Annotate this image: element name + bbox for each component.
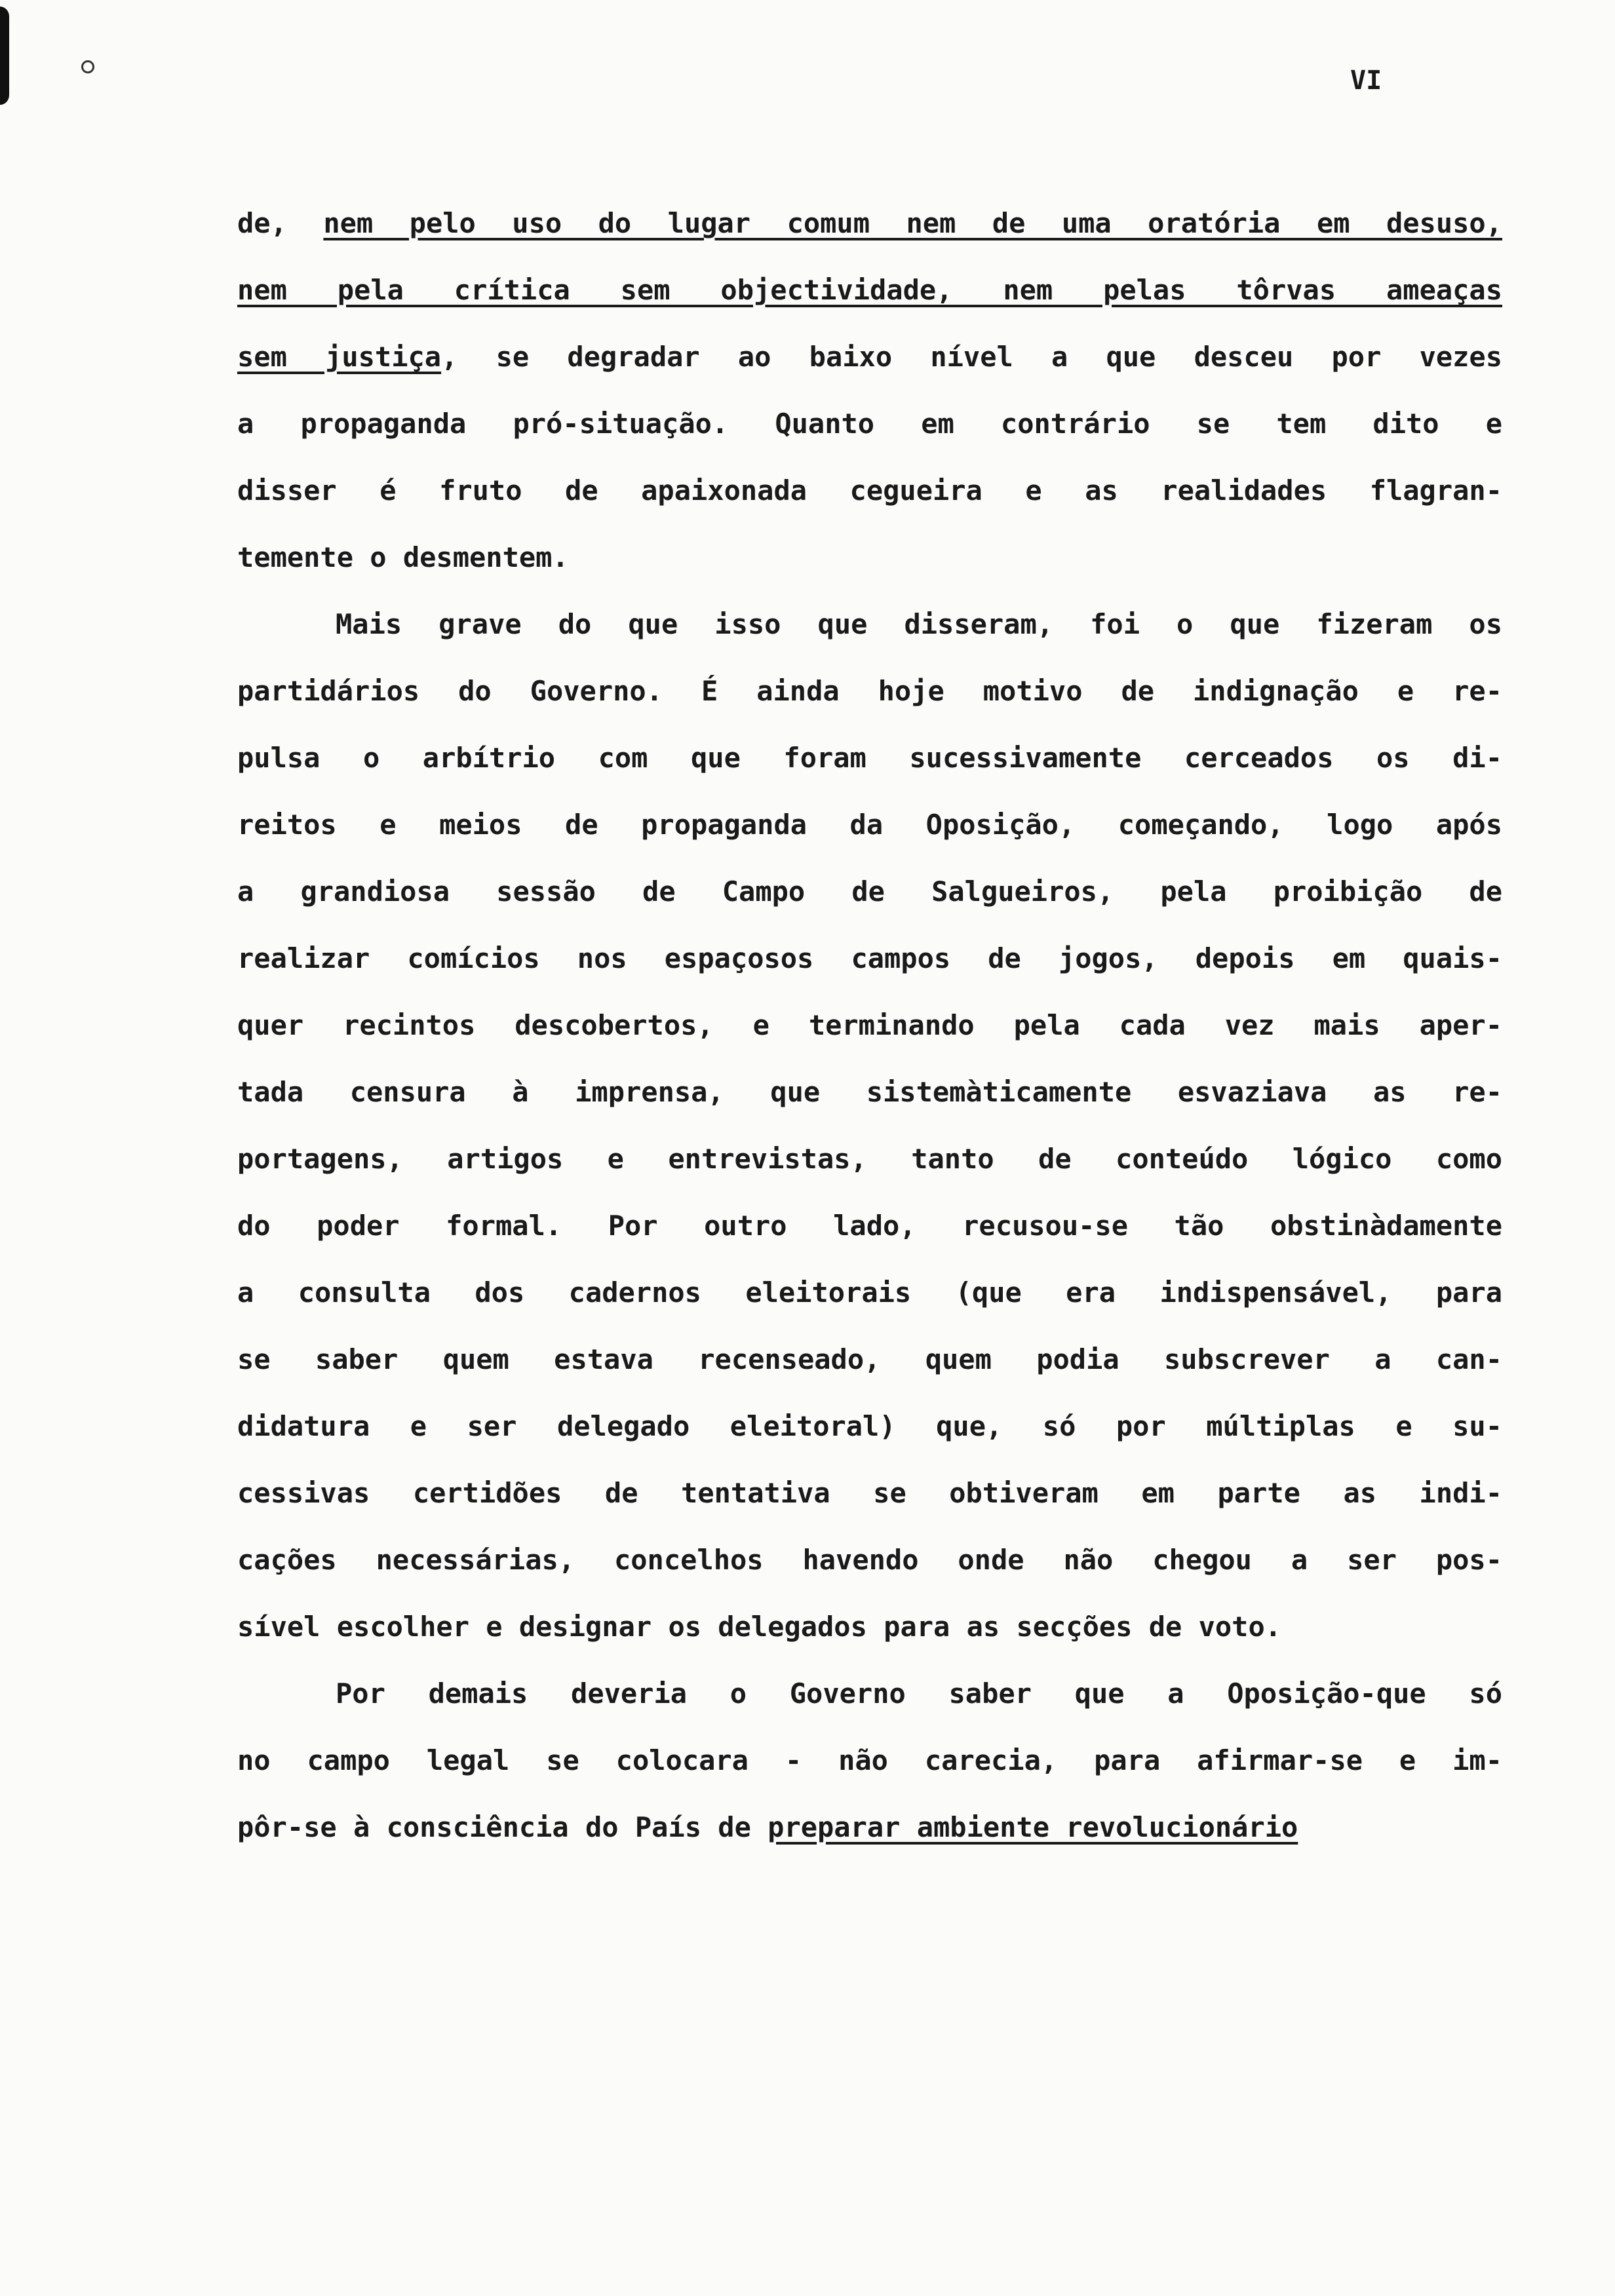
text-line xyxy=(237,1326,1502,1393)
text-segment: quer recintos descobertos, e terminando pela cada vez mais aper- xyxy=(237,1009,1502,1041)
text-line xyxy=(237,1460,1502,1527)
text-line xyxy=(237,1794,1502,1861)
underlined-text: nem pela crítica sem objectividade, nem pelas tôrvas ameaças xyxy=(237,274,1502,306)
paragraph xyxy=(237,1660,1502,1861)
text-line xyxy=(237,391,1502,457)
text-line xyxy=(237,1393,1502,1460)
text-segment: Mais grave do que isso que disseram, foi o que fizeram os xyxy=(336,608,1502,640)
underlined-text: nem pelo uso do lugar comum nem de uma oratória em desuso, xyxy=(323,207,1502,239)
text-segment: disser é fruto de apaixonada cegueira e as realidades flagran- xyxy=(237,474,1502,507)
text-segment: realizar comícios nos espaçosos campos de jogos, depois em quais- xyxy=(237,942,1502,974)
text-line xyxy=(237,591,1502,658)
text-segment: portagens, artigos e entrevistas, tanto de conteúdo lógico como xyxy=(237,1143,1502,1175)
text-line xyxy=(237,457,1502,524)
text-segment: temente o desmentem. xyxy=(237,541,569,573)
text-line xyxy=(237,1126,1502,1193)
text-line xyxy=(237,925,1502,992)
text-line xyxy=(237,1059,1502,1126)
text-line xyxy=(237,658,1502,725)
paragraph xyxy=(237,591,1502,1660)
text-line xyxy=(237,792,1502,858)
text-segment: tada censura à imprensa, que sistemàticamente esvaziava as re- xyxy=(237,1076,1502,1108)
text-segment: se saber quem estava recenseado, quem podia subscrever a can- xyxy=(237,1343,1502,1375)
text-line xyxy=(237,1193,1502,1259)
text-line xyxy=(237,725,1502,792)
text-segment: a consulta dos cadernos eleitorais (que era indispensável, para xyxy=(237,1276,1502,1309)
text-segment: de, xyxy=(237,207,324,239)
text-segment: a grandiosa sessão de Campo de Salgueiros, pela proibição de xyxy=(237,875,1502,908)
text-segment: no campo legal se colocara - não carecia, para afirmar-se e im- xyxy=(237,1744,1502,1776)
text-line xyxy=(237,190,1502,257)
text-line xyxy=(237,324,1502,391)
text-line xyxy=(237,524,1502,591)
text-line xyxy=(237,1259,1502,1326)
text-line xyxy=(237,992,1502,1059)
text-segment: Por demais deveria o Governo saber que a Oposição-que só xyxy=(336,1677,1502,1710)
text-segment: pôr-se à consciência do País de xyxy=(237,1811,768,1843)
text-segment: didatura e ser delegado eleitoral) que, só por múltiplas e su- xyxy=(237,1410,1502,1442)
punch-hole-mark xyxy=(81,60,94,73)
underlined-text: preparar ambiente revolucionário xyxy=(768,1811,1298,1843)
text-segment: partidários do Governo. É ainda hoje motivo de indignação e re- xyxy=(237,675,1502,707)
text-line xyxy=(237,1527,1502,1594)
text-segment: a propaganda pró-situação. Quanto em contrário se tem dito e xyxy=(237,408,1502,440)
binding-edge-mark xyxy=(0,7,9,105)
text-segment: sível escolher e designar os delegados para as secções de voto. xyxy=(237,1611,1282,1643)
page-number: VI xyxy=(1350,66,1382,96)
text-segment: do poder formal. Por outro lado, recusou-se tão obstinàdamente xyxy=(237,1210,1502,1242)
text-segment: cessivas certidões de tentativa se obtiveram em parte as indi- xyxy=(237,1477,1502,1509)
paragraph xyxy=(237,190,1502,591)
text-line xyxy=(237,1727,1502,1794)
underlined-text: sem justiça xyxy=(237,341,442,373)
text-line xyxy=(237,858,1502,925)
text-line xyxy=(237,257,1502,324)
text-segment: reitos e meios de propaganda da Oposição, começando, logo após xyxy=(237,809,1502,841)
text-line xyxy=(237,1594,1502,1660)
text-segment: cações necessárias, concelhos havendo onde não chegou a ser pos- xyxy=(237,1544,1502,1576)
text-segment: pulsa o arbítrio com que foram sucessivamente cerceados os di- xyxy=(237,742,1502,774)
text-segment: , se degradar ao baixo nível a que desceu por vezes xyxy=(441,341,1503,373)
text-line xyxy=(237,1660,1502,1727)
typewritten-body-text xyxy=(237,190,1502,1861)
